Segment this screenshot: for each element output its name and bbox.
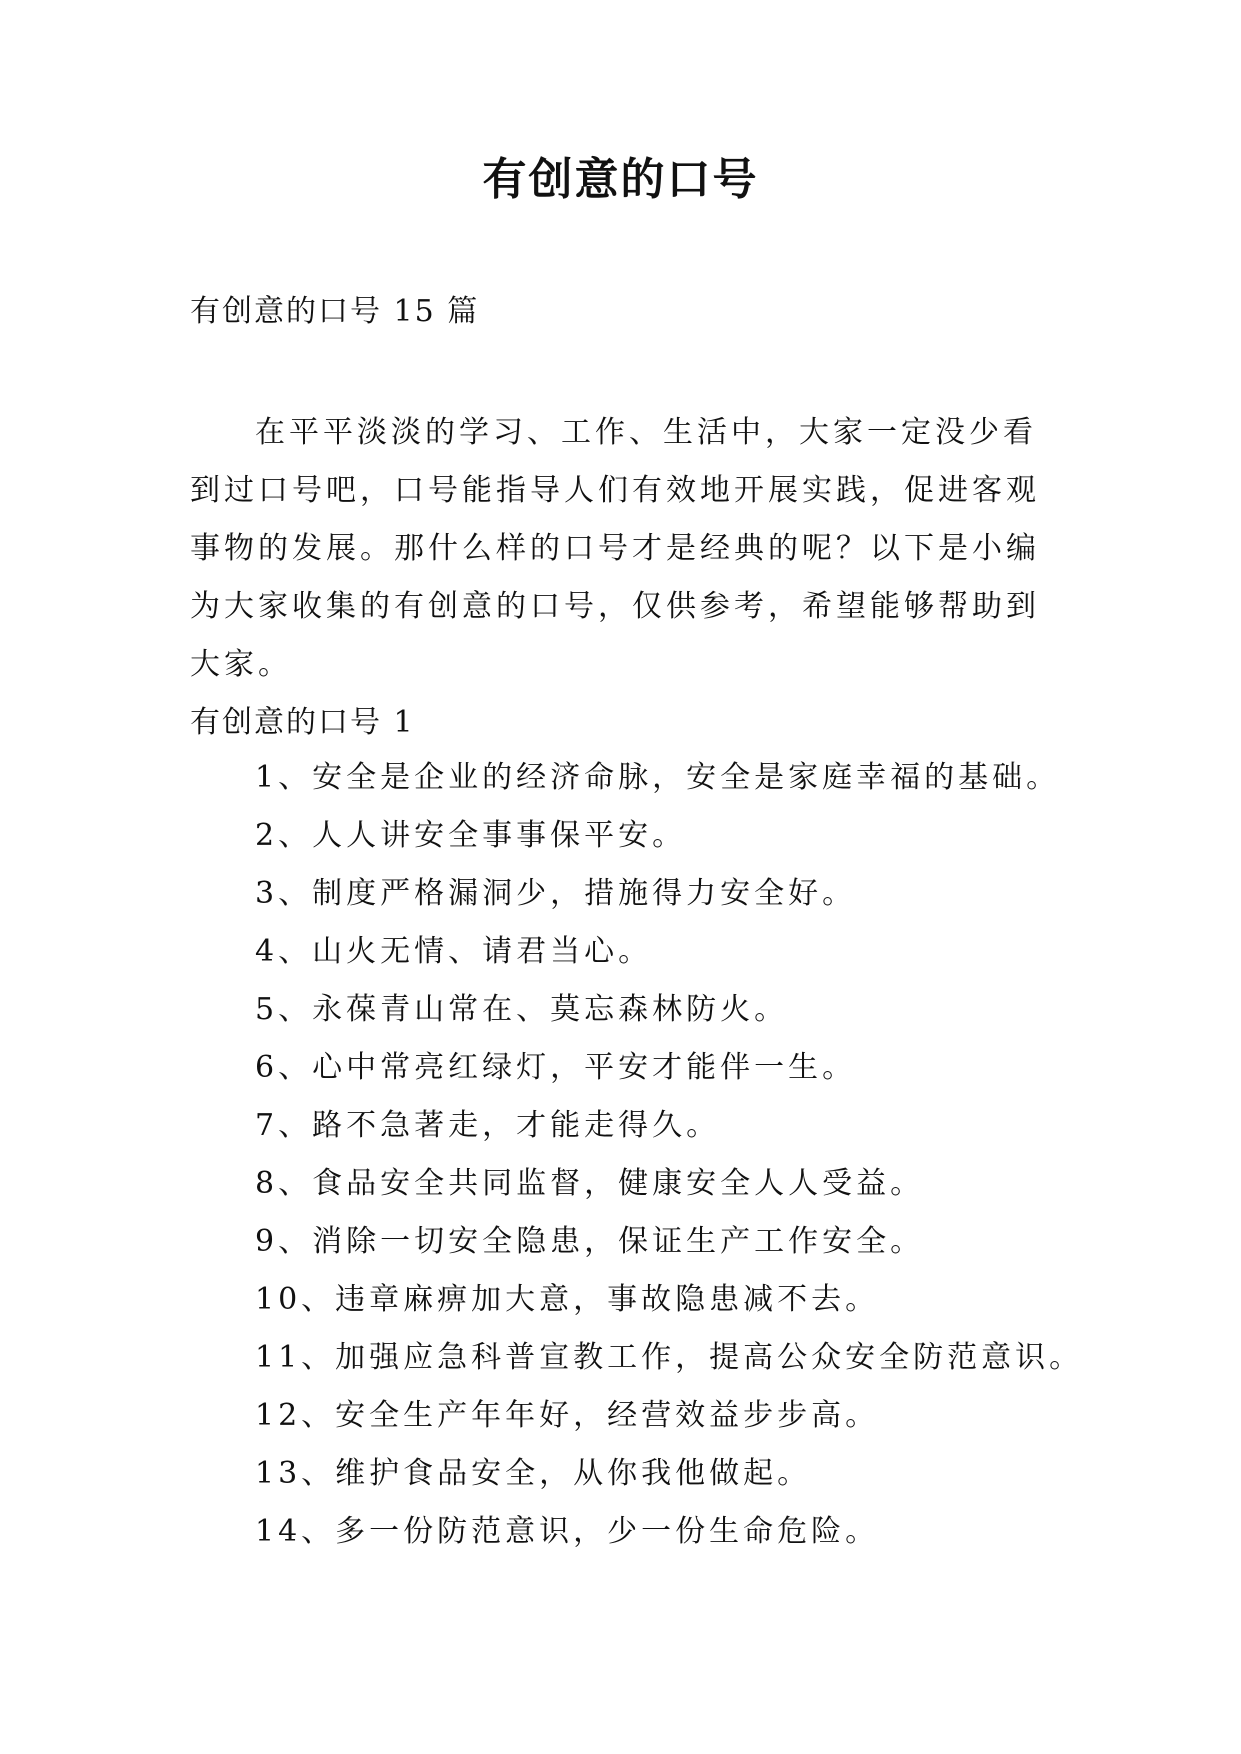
slogan-list <box>255 758 1155 1570</box>
list-item: 9、消除一切安全隐患，保证生产工作安全。 <box>255 1224 925 1259</box>
list-item: 8、食品安全共同监督，健康安全人人受益。 <box>255 1166 925 1201</box>
list-item: 11、加强应急科普宣教工作，提高公众安全防范意识。 <box>255 1340 1084 1375</box>
list-item: 13、维护食品安全，从你我他做起。 <box>255 1456 812 1491</box>
list-item: 1、安全是企业的经济命脉，安全是家庭幸福的基础。 <box>255 760 1061 795</box>
list-item: 7、路不急著走，才能走得久。 <box>255 1108 721 1143</box>
list-item: 3、制度严格漏洞少，措施得力安全好。 <box>255 876 857 911</box>
list-item: 5、永葆青山常在、莫忘森林防火。 <box>255 992 789 1027</box>
list-item: 10、违章麻痹加大意，事故隐患减不去。 <box>255 1282 880 1317</box>
section-heading: 有创意的口号 1 <box>190 705 415 740</box>
list-item: 2、人人讲安全事事保平安。 <box>255 818 687 853</box>
list-item: 14、多一份防范意识，少一份生命危险。 <box>255 1514 880 1549</box>
list-item: 4、山火无情、请君当心。 <box>255 934 653 969</box>
document-subtitle: 有创意的口号 15 篇 <box>190 294 480 329</box>
intro-paragraph: 在平平淡淡的学习、工作、生活中，大家一定没少看到过口号吧，口号能指导人们有效地开展实践，促进客观事物的发展。那什么样的口号才是经典的呢？以下是小编为大家收集的有创意的口号，仅供参考，希望能够帮助到大家。 <box>190 415 1040 682</box>
document-title: 有创意的口号 <box>482 154 759 205</box>
list-item: 12、安全生产年年好，经营效益步步高。 <box>255 1398 880 1433</box>
list-item: 6、心中常亮红绿灯，平安才能伴一生。 <box>255 1050 857 1085</box>
